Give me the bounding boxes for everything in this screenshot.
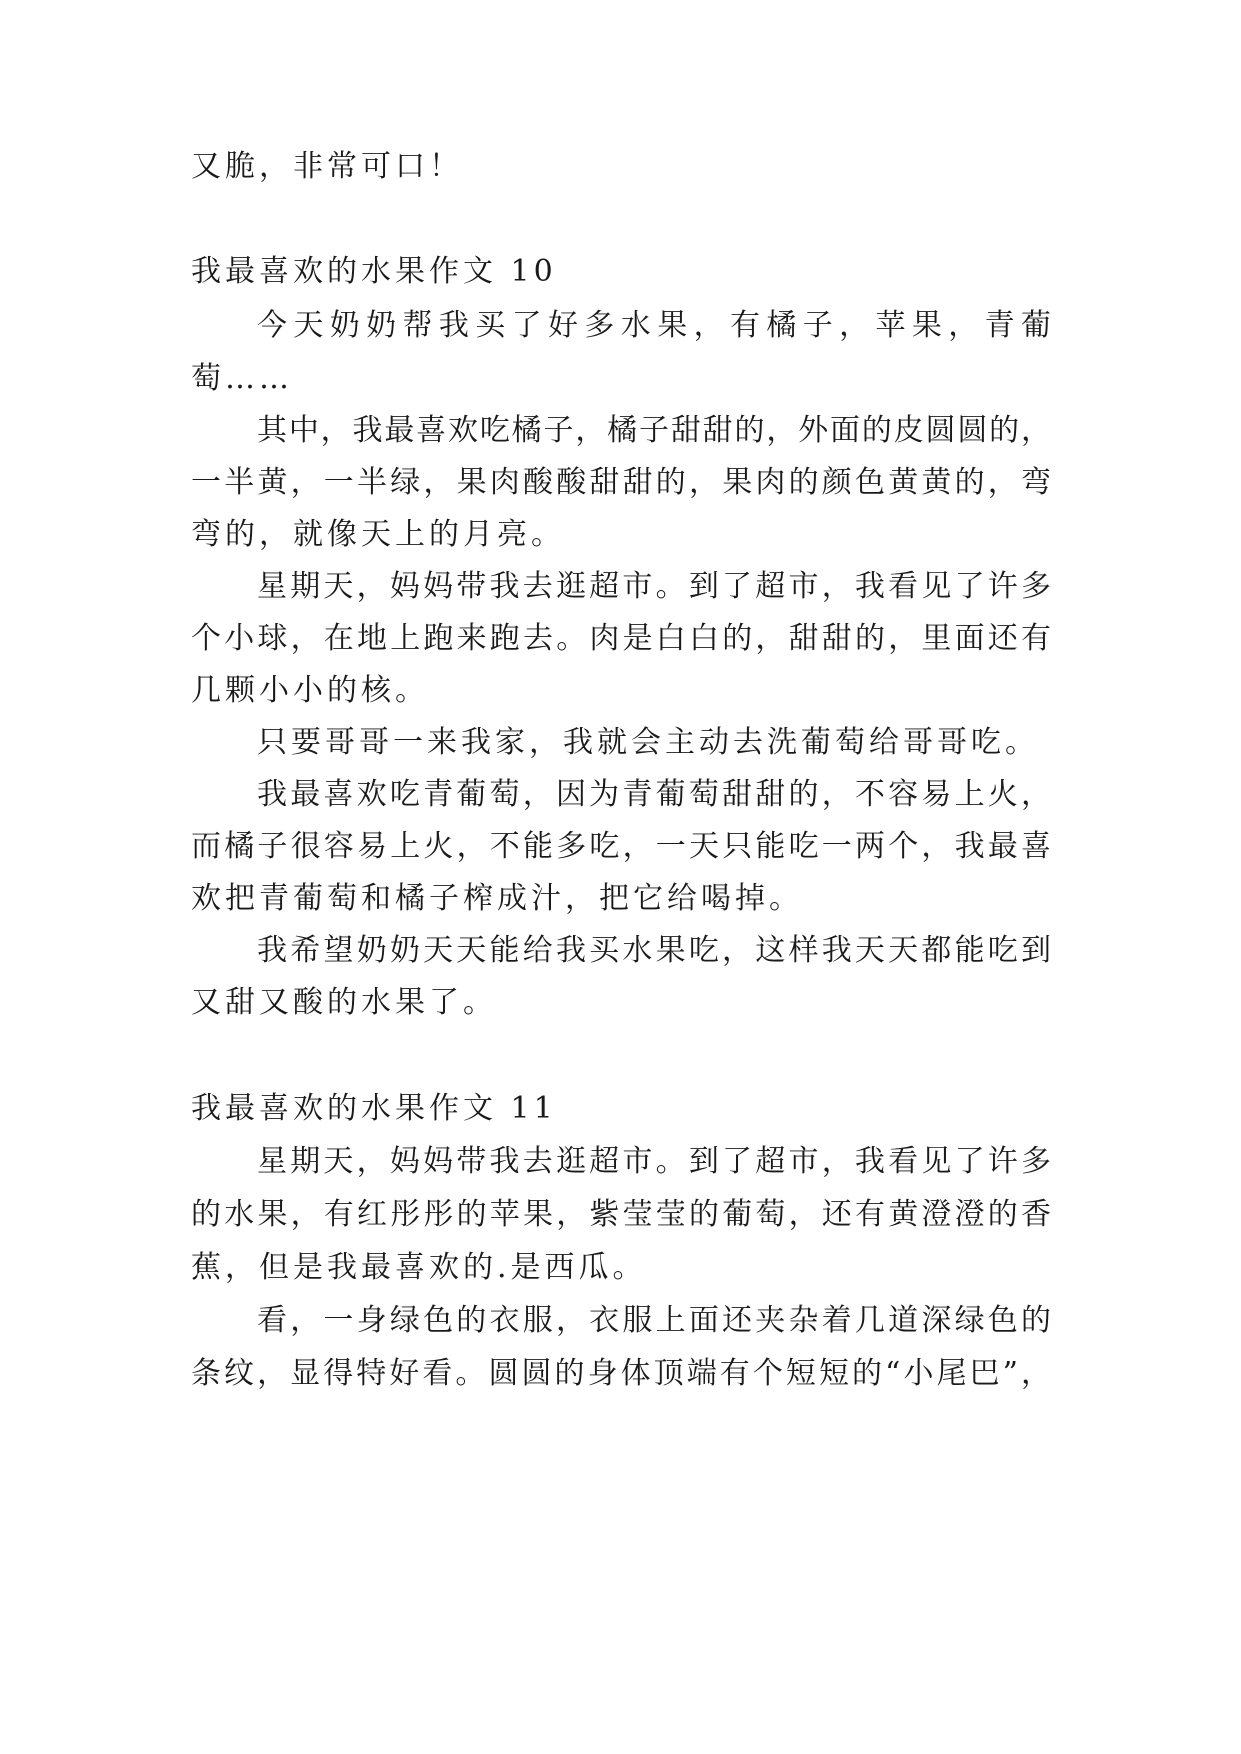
paragraph-line: 弯的，就像天上的月亮。 [191, 517, 565, 552]
essay-heading: 我最喜欢的水果作文 11 [191, 1091, 557, 1126]
paragraph-line: 萄…… [191, 361, 293, 396]
paragraph-line: 的水果，有红彤彤的苹果，紫莹莹的葡萄，还有黄澄澄的香 [191, 1197, 1051, 1232]
paragraph-line: 其中，我最喜欢吃橘子，橘子甜甜的，外面的皮圆圆的， [257, 413, 1051, 448]
paragraph-line: 几颗小小的核。 [191, 673, 429, 708]
paragraph-line: 星期天，妈妈带我去逛超市。到了超市，我看见了许多 [257, 569, 1051, 604]
paragraph-line: 看，一身绿色的衣服，衣服上面还夹杂着几道深绿色的 [257, 1303, 1051, 1338]
carryover-line: 又脆，非常可口！ [191, 149, 463, 184]
paragraph-line: 蕉，但是我最喜欢的.是西瓜。 [191, 1250, 647, 1285]
paragraph-line: 个小球，在地上跑来跑去。肉是白白的，甜甜的，里面还有 [191, 621, 1051, 656]
paragraph-line: 今天奶奶帮我买了好多水果，有橘子，苹果，青葡 [257, 308, 1051, 343]
paragraph-line: 只要哥哥一来我家，我就会主动去洗葡萄给哥哥吃。 [257, 725, 1039, 760]
essay-heading: 我最喜欢的水果作文 10 [191, 254, 557, 289]
paragraph-line: 欢把青葡萄和橘子榨成汁，把它给喝掉。 [191, 881, 803, 916]
paragraph-line: 又甜又酸的水果了。 [191, 985, 497, 1020]
paragraph-line: 我希望奶奶天天能给我买水果吃，这样我天天都能吃到 [257, 933, 1051, 968]
paragraph-line: 一半黄，一半绿，果肉酸酸甜甜的，果肉的颜色黄黄的，弯 [191, 465, 1051, 500]
paragraph-line: 星期天，妈妈带我去逛超市。到了超市，我看见了许多 [257, 1144, 1051, 1179]
paragraph-line: 条纹，显得特好看。圆圆的身体顶端有个短短的“小尾巴”， [191, 1356, 1051, 1391]
paragraph-line: 而橘子很容易上火，不能多吃，一天只能吃一两个，我最喜 [191, 829, 1051, 864]
paragraph-line: 我最喜欢吃青葡萄，因为青葡萄甜甜的，不容易上火， [257, 777, 1051, 812]
